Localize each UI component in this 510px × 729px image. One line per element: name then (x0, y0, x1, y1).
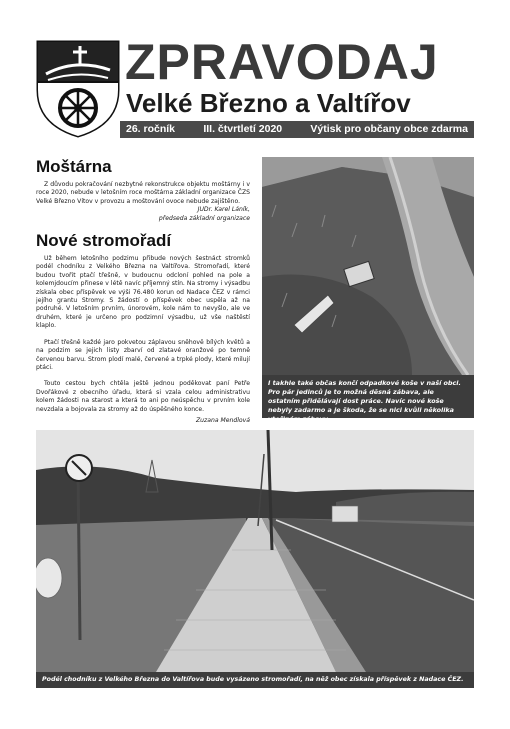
article-author: JUDr. Karel Láník, (197, 206, 250, 214)
article-paragraph: Ptačí třešně každé jaro pokvetou záplavou sněhově bílých květů a na podzim se jejich listy zbarví od zlatavé oranžové po temně červenou barvu. Strom plodí malé, červené a trpké plody, které milují ptáci. (36, 338, 250, 371)
newsletter-subtitle: Velké Březno a Valtířov (126, 88, 411, 118)
article-author-role: předseda základní organizace (158, 214, 250, 222)
article-paragraph: Touto cestou bych chtěla ještě jednou poděkovat paní Petře Dvořákové z obecního úřadu, která si vzala celou administrativu kolem žádosti na starost a která to ani po neúspěchu v prvním kole nevzdala a bojovala za stromy až do úspěšného konce. (36, 380, 250, 413)
left-column (36, 157, 250, 425)
article-heading-stromoradi: Nové stromořadí (36, 231, 172, 251)
article-paragraph: Už během letošního podzimu přibude nových šestnáct stromků podél chodníku z Velkého Března na Valtířova. Stromořadí, které budou tvořit ptačí třešně, v budoucnu odcloní pohled na pole a kolemjdoucím přinese v létě navíc příjemný stín. Na stromy i výsadbu získala obec příspěvek ve výši 76.480 korun od Nadace ČEZ v rámci jejího grantu Stromy. S žádostí o příspěvek obec uspěla až na podruhé. V letošním prvním, únorovém, kole nám to nevyšlo, ale ve druhém, které je určeno pro podzimní výsadbu, už vše naštěstí klaplo. (36, 255, 250, 330)
photo-stream-bin (262, 157, 474, 375)
municipal-crest-logo (36, 40, 120, 138)
masthead-info-band (120, 121, 474, 138)
issue-quarter: III. čtvrtletí 2020 (203, 123, 283, 135)
article-heading-mostarna: Moštárna (36, 157, 112, 176)
issue-volume: 26. ročník (126, 123, 176, 135)
photo-caption-pavement: Podél chodníku z Velkého Března do Valtířova bude vysázeno stromořadí, na něž obec získala příspěvek z Nadace ČEZ. (36, 672, 474, 688)
article-author: Zuzana Mendlová (195, 416, 250, 424)
photo-pavement-road (36, 430, 474, 672)
article-body-mostarna: Z důvodu pokračování nezbytné rekonstrukce objektu moštárny i v roce 2020, nebude v letošním roce moštárna základní organizace ČZS Velké Březno Vítov v provozu a moštování ovoce nebude zajištěno. (36, 181, 250, 205)
issue-tagline: Výtisk pro občany obce zdarma (310, 123, 468, 135)
photo-caption-bin: I takhle také občas končí odpadkové koše v naší obci. Pro pár jedinců je to možná děsná zábava, ale ostatním přidělávají dost práce. Navíc nové koše nebyly zadarmo a je škoda, že se nici kvůli několika vteřinám zábavy. (262, 375, 474, 418)
newsletter-title: ZPRAVODAJ (125, 34, 439, 90)
